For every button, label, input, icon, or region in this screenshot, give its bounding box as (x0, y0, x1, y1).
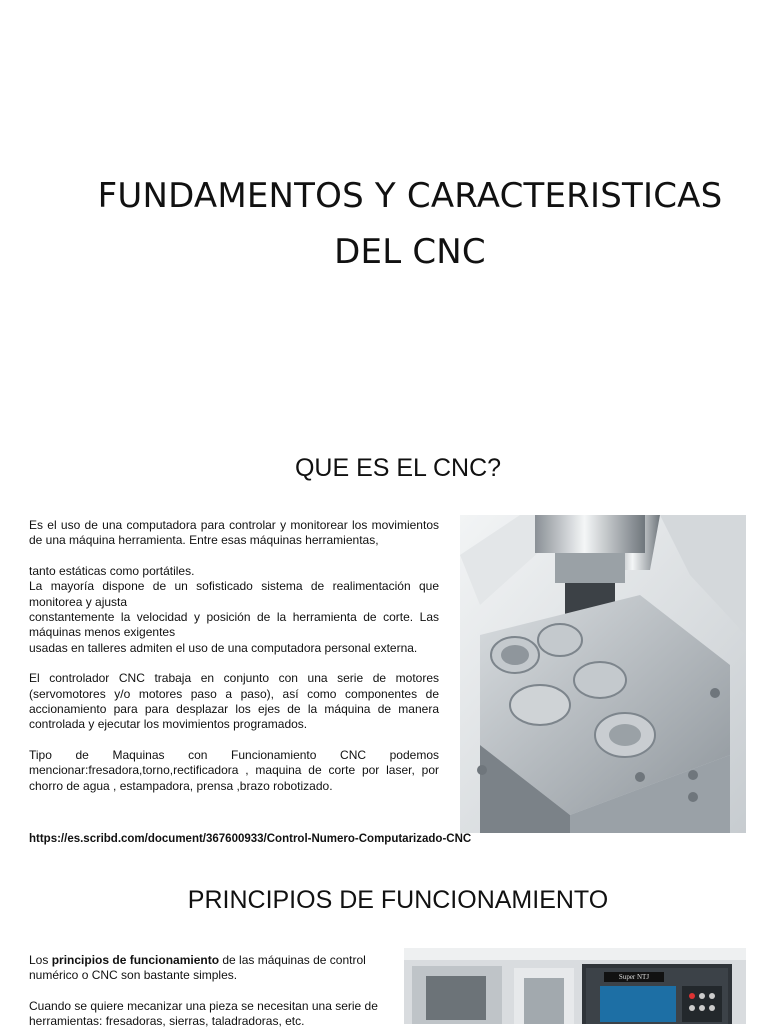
text-span: de las máquinas de control numérico o CNC son bastante simples. (29, 953, 366, 983)
source-link[interactable]: https://es.scribd.com/document/367600933/Control-Numero-Computarizado-CNC (29, 833, 472, 845)
machine-brand-label: Super NTJ (618, 973, 650, 981)
cnc-milling-photo (460, 515, 746, 833)
paragraph: constantemente la velocidad y posición de la herramienta de corte. Las máquinas menos exigentes (29, 610, 439, 640)
paragraph: Cuando se quiere mecanizar una pieza se necesitan una serie de herramientas: fresadoras, sierras, taladradoras, etc. (29, 998, 378, 1029)
paragraph: usadas en talleres admiten el uso de una computadora personal externa. (29, 640, 418, 655)
cnc-milling-illustration (460, 515, 746, 833)
section-heading-principios: PRINCIPIOS DE FUNCIONAMIENTO (187, 886, 609, 914)
paragraph: Es el uso de una computadora para controlar y monitorear los movimientos de una máquina herramienta. Entre esas máquinas herramientas, (29, 518, 439, 548)
paragraph: tanto estáticas como portátiles. (29, 563, 195, 578)
paragraph: La mayoría dispone de un sofisticado sistema de realimentación que monitorea y ajusta (29, 579, 439, 609)
text-span: Los (29, 953, 52, 967)
paragraph: Tipo de Maquinas con Funcionamiento CNC podemos mencionar:fresadora,torno,rectificadora , maquina de corte por laser, por chorro de agua , estampadora, prensa ,brazo robotizado. (29, 747, 439, 793)
bold-text: principios de funcionamiento (51, 953, 220, 967)
section1-body (29, 518, 439, 794)
slide-title-line2: DEL CNC (334, 232, 486, 272)
cnc-machine-photo (404, 948, 746, 1024)
slide-title-line1: FUNDAMENTOS Y CARACTERISTICAS (97, 176, 723, 216)
cnc-machine-illustration (404, 948, 746, 1024)
paragraph: El controlador CNC trabaja en conjunto con una serie de motores (servomotores y/o motores paso a paso), así como componentes de accionamiento para para desplazar los ejes de la máquina de manera controlada y ejecutar los movimientos programados. (29, 671, 439, 732)
section2-body (29, 953, 391, 1030)
paragraph (29, 953, 391, 984)
section-heading-que-es: QUE ES EL CNC? (294, 454, 502, 482)
slide-title (60, 168, 760, 280)
